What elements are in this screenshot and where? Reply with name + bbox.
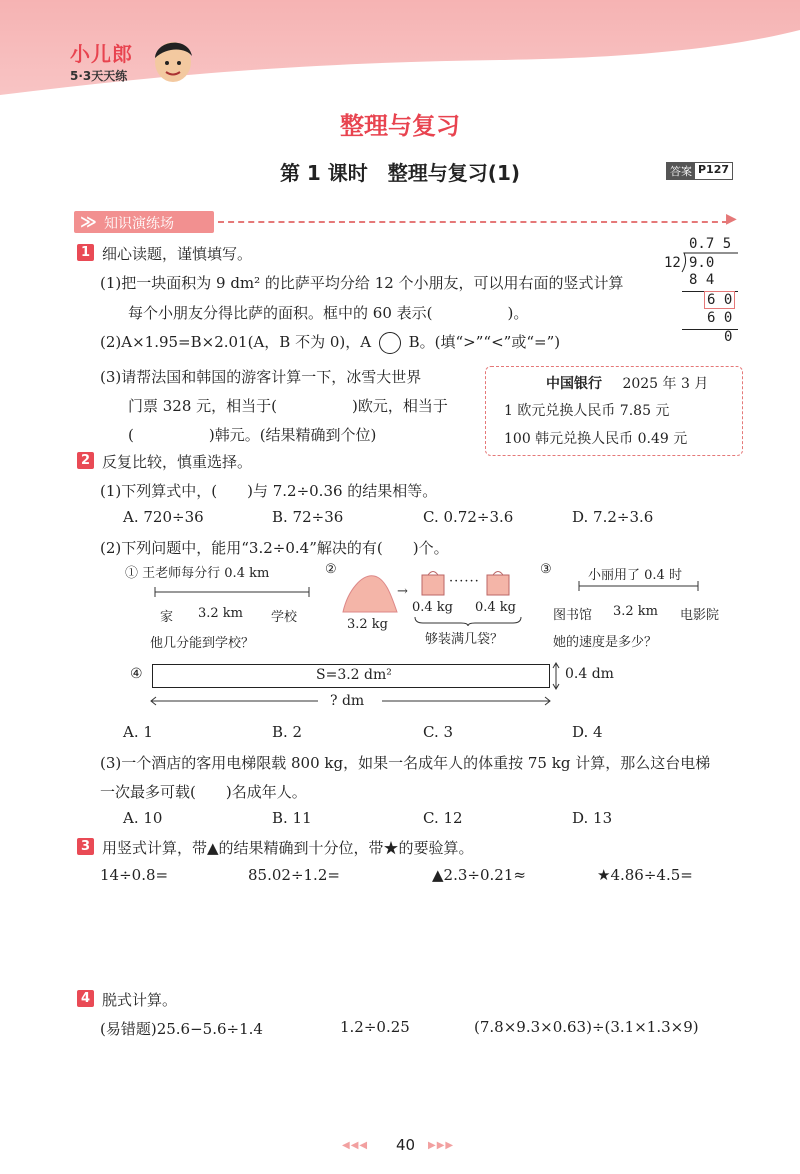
q4-item-2: 1.2÷0.25	[340, 1018, 410, 1036]
fig3-line	[578, 580, 700, 592]
q2-number: 2	[77, 452, 94, 469]
bank-date: 2025 年 3 月	[622, 376, 709, 392]
page-number: 40	[396, 1136, 416, 1154]
q2-part1: (1)下列算式中，( )与 7.2÷0.36 的结果相等。	[100, 482, 438, 500]
fig1-home: 家	[160, 610, 174, 625]
q3-title: 用竖式计算，带▲的结果精确到十分位，带★的要验算。	[102, 839, 474, 857]
fig1-question: 他几分能到学校？	[150, 636, 255, 651]
division-remainder: 0	[724, 329, 733, 345]
footer-right-arrows: ▶▶▶	[428, 1140, 455, 1151]
rate-won: 100 韩元兑换人民币 0.49 元	[504, 431, 688, 447]
q2-title: 反复比较，慎重选择。	[102, 453, 253, 471]
logo-main: 小儿郎	[70, 42, 133, 66]
division-boxed-60: 6 0	[704, 291, 735, 309]
q2-part2-opt-d: D. 4	[572, 723, 603, 741]
long-division	[660, 236, 740, 346]
answer-label: 答案	[667, 163, 695, 179]
figure-2	[325, 562, 535, 657]
page-title: 整理与复习	[340, 112, 460, 140]
division-dividend: 9.0	[689, 255, 715, 271]
fig3-from: 图书馆	[553, 608, 593, 623]
logo-sub: 5·3天天练	[70, 69, 128, 83]
q1-title: 细心读题，谨慎填写。	[102, 245, 253, 263]
fig2-brace	[413, 616, 523, 626]
fig4-length: ? dm	[330, 693, 365, 709]
lesson-title: 第 1 课时 整理与复习(1)	[279, 161, 521, 185]
logo	[70, 38, 133, 84]
q3-item-2: 85.02÷1.2=	[248, 866, 340, 884]
fig2-mark: ②	[325, 562, 337, 577]
compare-circle-blank[interactable]	[379, 332, 401, 354]
bank-rate-box	[485, 366, 743, 456]
fig1-dist: 3.2 km	[198, 606, 244, 621]
q1-part3-line1: (3)请帮法国和韩国的游客计算一下，冰雪大世界	[100, 368, 422, 386]
q4-item-1: (易错题)25.6−5.6÷1.4	[100, 1020, 263, 1038]
figure-1	[125, 562, 315, 657]
fig2-weight: 3.2 kg	[347, 617, 389, 632]
q3-item-4: ★4.86÷4.5=	[597, 866, 693, 884]
fig3-dist: 3.2 km	[613, 604, 659, 619]
mascot-icon	[148, 30, 198, 90]
figure-3	[540, 562, 740, 657]
q4-number: 4	[77, 990, 94, 1007]
q3-item-3: ▲2.3÷0.21≈	[432, 866, 526, 884]
bank-header	[546, 373, 708, 393]
q1-part2-tail: B。(填“>”“<”或“=”)	[408, 333, 561, 351]
division-line3: 6 0	[707, 310, 733, 326]
section-arrow-icon: ≫	[80, 212, 97, 231]
fig1-school: 学校	[271, 610, 298, 625]
q2-part3-line2: 一次最多可载( )名成年人。	[100, 783, 307, 801]
fig2-bag2-weight: 0.4 kg	[475, 600, 517, 615]
q2-part2: (2)下列问题中，能用“3.2÷0.4”解决的有( )个。	[100, 539, 449, 557]
fig4-height: 0.4 dm	[565, 666, 614, 682]
q1-part3-line2: 门票 328 元，相当于( )欧元，相当于	[128, 397, 448, 415]
q1-part1-line2: 每个小朋友分得比萨的面积。框中的 60 表示( )。	[128, 304, 529, 322]
q1-part3-line3: ( )韩元。(结果精确到个位)	[128, 426, 377, 444]
section-end-arrow-icon: ▶	[726, 211, 737, 227]
section-label: 知识演练场	[104, 216, 174, 232]
fig3-mark: ③	[540, 562, 552, 577]
q2-part1-opt-d: D. 7.2÷3.6	[572, 508, 654, 526]
q2-part2-opt-a: A. 1	[123, 723, 153, 741]
q2-part3-opt-d: D. 13	[572, 809, 613, 827]
footer-left-arrows: ◀◀◀	[342, 1140, 369, 1151]
q1-number: 1	[77, 244, 94, 261]
fig4-mark: ④	[130, 666, 143, 682]
rate-euro: 1 欧元兑换人民币 7.85 元	[504, 403, 670, 419]
fig4-area: S=3.2 dm²	[316, 667, 392, 683]
fig2-arrow-icon: →	[397, 584, 408, 599]
fig3-question: 她的速度是多少？	[553, 635, 658, 650]
answer-ref	[666, 162, 733, 180]
fig4-height-arrow	[551, 662, 561, 690]
fig1-line	[153, 585, 313, 599]
division-line1: 8 4	[689, 272, 715, 288]
q4-item-3: (7.8×9.3×0.63)÷(3.1×1.3×9)	[474, 1018, 699, 1036]
division-quotient: 0.7 5	[689, 236, 732, 252]
fig1-label: 王老师每分行 0.4 km	[142, 566, 270, 581]
q2-part3-opt-a: A. 10	[123, 809, 163, 827]
q1-part2	[100, 331, 560, 354]
fig1-mark: ①	[125, 566, 139, 581]
q2-part1-opt-b: B. 72÷36	[272, 508, 344, 526]
q3-number: 3	[77, 838, 94, 855]
q1-part1-line1: (1)把一块面积为 9 dm² 的比萨平均分给 12 个小朋友，可以用右面的竖式计算	[100, 274, 624, 292]
fig2-dots: ······	[449, 574, 480, 589]
q4-title: 脱式计算。	[102, 991, 178, 1009]
fig2-bag2-icon	[485, 567, 511, 597]
q2-part2-opt-c: C. 3	[423, 723, 454, 741]
q2-part2-opt-b: B. 2	[272, 723, 303, 741]
q2-part3-opt-c: C. 12	[423, 809, 463, 827]
q2-part1-opt-c: C. 0.72÷3.6	[423, 508, 514, 526]
q2-part3-opt-b: B. 11	[272, 809, 312, 827]
q3-item-1: 14÷0.8=	[100, 866, 169, 884]
fig3-label: 小丽用了 0.4 时	[588, 568, 682, 583]
fig2-bag1-weight: 0.4 kg	[412, 600, 454, 615]
q2-part3-line1: (3)一个酒店的客用电梯限载 800 kg，如果一名成年人的体重按 75 kg 计算，那么这台电梯	[100, 754, 711, 772]
answer-page: P127	[698, 163, 730, 176]
q1-part2-text: (2)A×1.95=B×2.01(A，B 不为 0)，A	[100, 333, 372, 351]
fig1-text	[125, 562, 269, 581]
section-dash-line	[218, 221, 728, 223]
fig2-pile-icon	[340, 570, 400, 615]
fig2-question: 够装满几袋？	[425, 632, 504, 647]
fig3-to: 电影院	[680, 608, 720, 623]
q2-part1-opt-a: A. 720÷36	[123, 508, 204, 526]
fig2-bag1-icon	[420, 567, 446, 597]
section-banner	[74, 211, 214, 233]
bank-name: 中国银行	[546, 376, 602, 392]
division-divisor: 12	[664, 255, 681, 271]
